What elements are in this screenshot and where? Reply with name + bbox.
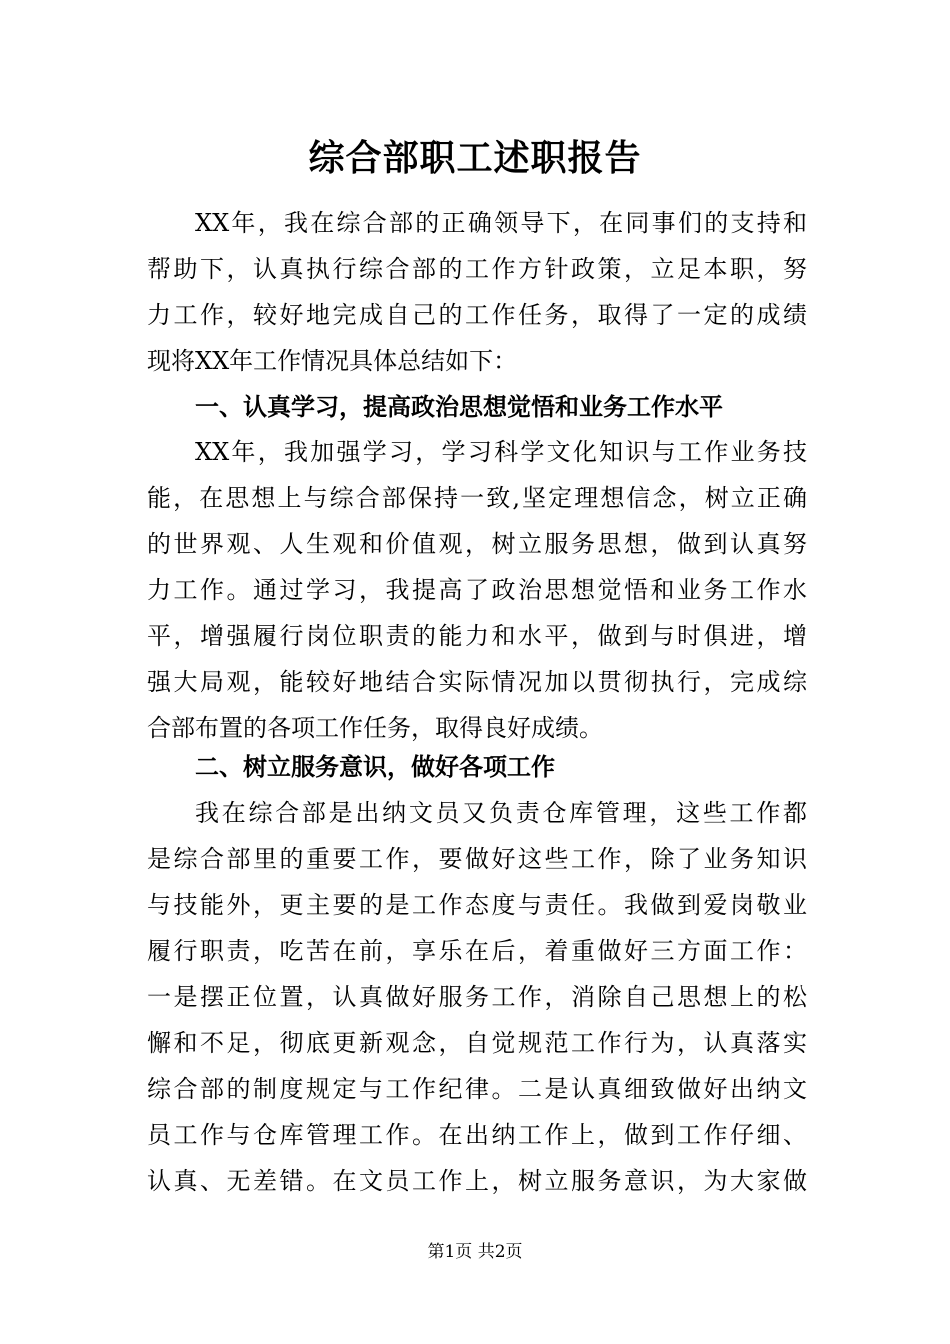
- document-title: 综合部职工述职报告: [308, 137, 642, 179]
- paragraph-line: 是综合部里的重要工作，要做好这些工作，除了业务知识: [147, 845, 807, 873]
- section-heading-1: 一、认真学习，提高政治思想觉悟和业务工作水平: [195, 393, 723, 421]
- paragraph-line: 力工作，较好地完成自己的工作任务，取得了一定的成绩: [147, 301, 807, 329]
- paragraph-line: 员工作与仓库管理工作。在出纳工作上，做到工作仔细、: [147, 1121, 807, 1149]
- paragraph-line: XX年，我在综合部的正确领导下，在同事们的支持和: [195, 209, 807, 237]
- paragraph-line: 一是摆正位置，认真做好服务工作，消除自己思想上的松: [147, 983, 807, 1011]
- paragraph-line: 能，在思想上与综合部保持一致,坚定理想信念，树立正确: [147, 484, 807, 512]
- paragraph-line: 懈和不足，彻底更新观念，自觉规范工作行为，认真落实: [147, 1029, 807, 1057]
- page-footer: 第1页 共2页: [427, 1242, 523, 1262]
- paragraph-line: 合部布置的各项工作任务，取得良好成绩。: [147, 714, 603, 742]
- paragraph-line: 平，增强履行岗位职责的能力和水平，做到与时俱进，增: [147, 622, 807, 650]
- paragraph-line: 与技能外，更主要的是工作态度与责任。我做到爱岗敬业: [147, 891, 807, 919]
- paragraph-line: 综合部的制度规定与工作纪律。二是认真细致做好出纳文: [147, 1075, 807, 1103]
- paragraph-line: 认真、无差错。在文员工作上，树立服务意识，为大家做: [147, 1167, 807, 1195]
- paragraph-line: 帮助下，认真执行综合部的工作方针政策，立足本职，努: [147, 255, 807, 283]
- section-heading-2: 二、树立服务意识，做好各项工作: [195, 753, 555, 781]
- paragraph-line: 现将XX年工作情况具体总结如下：: [147, 347, 518, 375]
- paragraph-line: 的世界观、人生观和价值观，树立服务思想，做到认真努: [147, 530, 807, 558]
- paragraph-line: 强大局观，能较好地结合实际情况加以贯彻执行，完成综: [147, 668, 807, 696]
- paragraph-line: 履行职责，吃苦在前，享乐在后，着重做好三方面工作：: [147, 937, 807, 965]
- paragraph-line: XX年，我加强学习，学习科学文化知识与工作业务技: [195, 438, 807, 466]
- paragraph-line: 力工作。通过学习，我提高了政治思想觉悟和业务工作水: [147, 576, 807, 604]
- paragraph-line: 我在综合部是出纳文员又负责仓库管理，这些工作都: [195, 799, 807, 827]
